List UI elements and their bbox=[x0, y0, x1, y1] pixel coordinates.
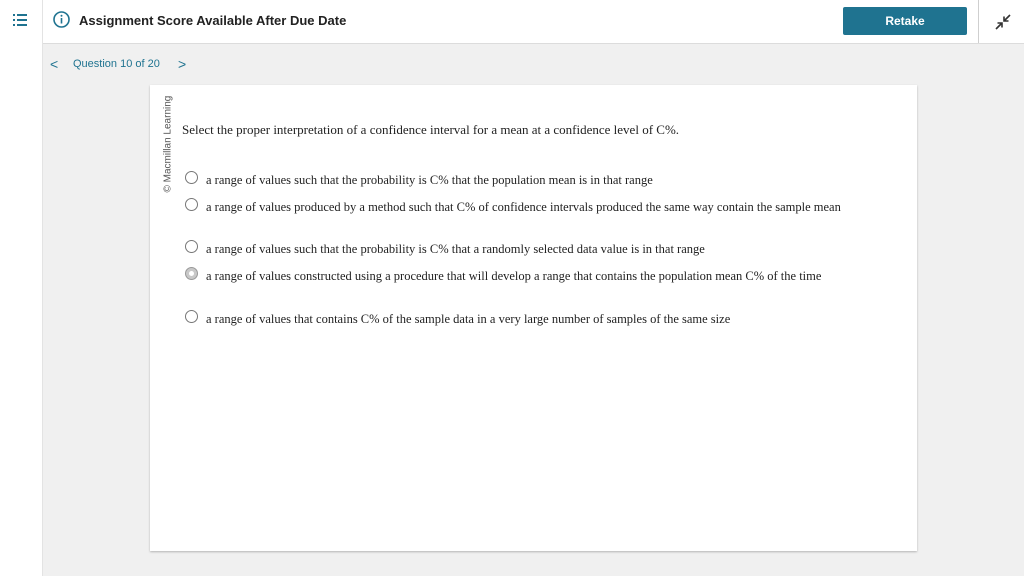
collapse-icon[interactable] bbox=[994, 13, 1012, 31]
previous-question-button[interactable]: < bbox=[50, 56, 59, 72]
divider bbox=[978, 0, 979, 43]
copyright-watermark: © Macmillan Learning bbox=[162, 95, 174, 193]
radio-button[interactable] bbox=[185, 310, 198, 323]
radio-button[interactable] bbox=[185, 171, 198, 184]
answer-option-text: a range of values produced by a method such that C% of confidence intervals produced the same way contain the sample mean bbox=[206, 200, 841, 214]
radio-button[interactable] bbox=[185, 198, 198, 211]
retake-button[interactable]: Retake bbox=[843, 7, 967, 35]
answer-option-text: a range of values constructed using a procedure that will develop a range that contains the population mean C% of the time bbox=[206, 269, 822, 283]
top-bar bbox=[43, 0, 1024, 44]
next-question-button[interactable]: > bbox=[178, 56, 187, 72]
answer-option-text: a range of values such that the probability is C% that a randomly selected data value is in that range bbox=[206, 242, 705, 256]
left-rail bbox=[0, 0, 43, 576]
question-card bbox=[150, 85, 917, 551]
answer-option-text: a range of values that contains C% of the sample data in a very large number of samples of the same size bbox=[206, 312, 731, 326]
menu-icon[interactable] bbox=[13, 14, 27, 26]
question-counter: Question 10 of 20 bbox=[73, 58, 160, 70]
radio-button-selected[interactable] bbox=[185, 267, 198, 280]
info-icon bbox=[53, 11, 70, 28]
answer-option-text: a range of values such that the probability is C% that the population mean is in that range bbox=[206, 173, 653, 187]
radio-button[interactable] bbox=[185, 240, 198, 253]
score-availability-banner: Assignment Score Available After Due Date bbox=[79, 13, 347, 28]
question-prompt: Select the proper interpretation of a confidence interval for a mean at a confidence level of C%. bbox=[182, 122, 680, 137]
